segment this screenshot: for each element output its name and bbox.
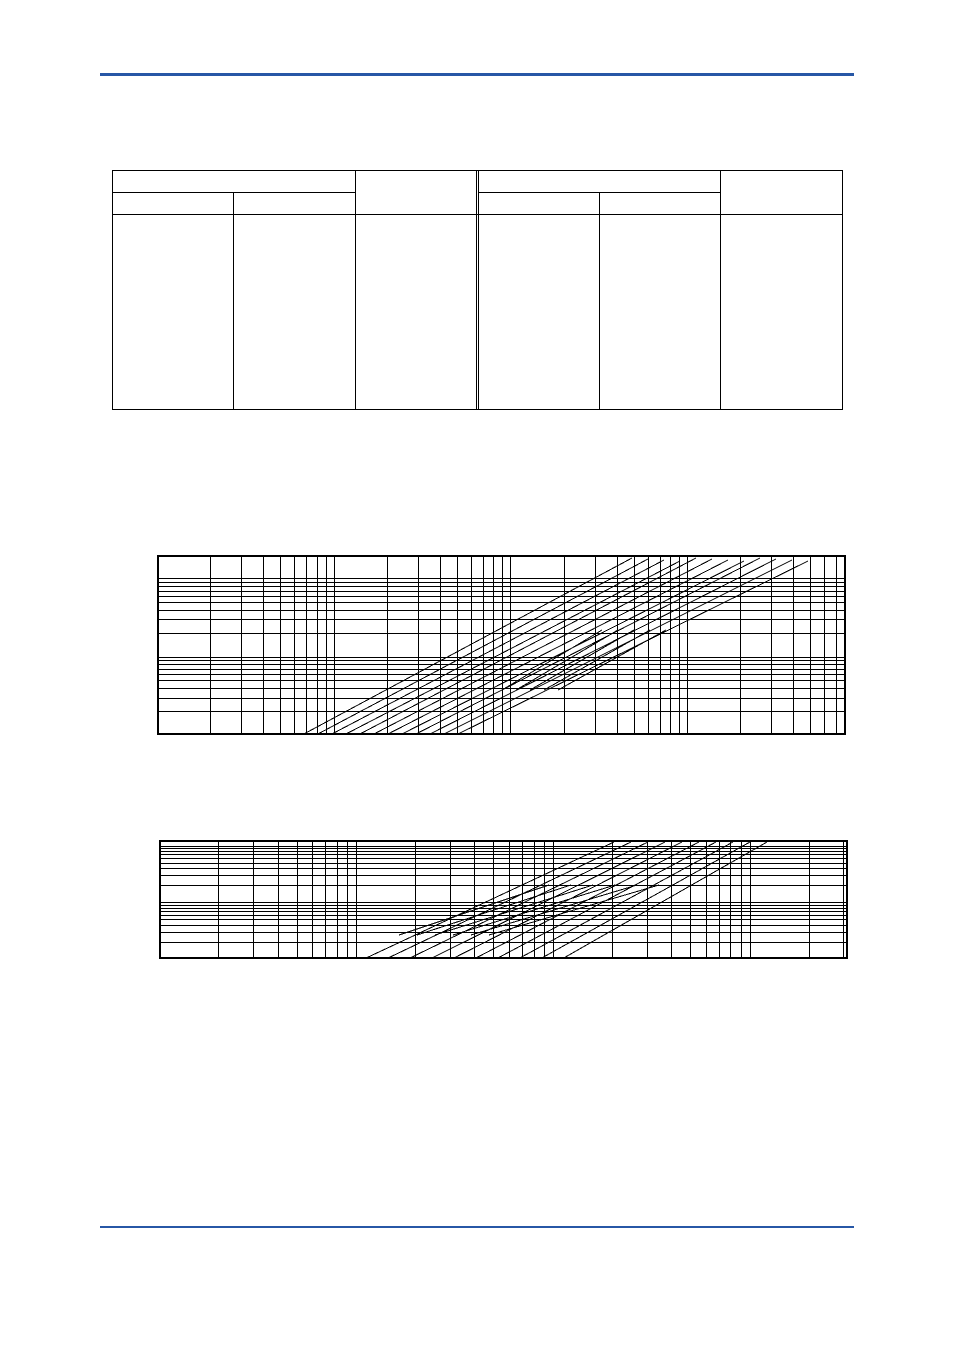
log-chart-lower	[159, 840, 848, 959]
footer-rule	[100, 1226, 854, 1228]
series-line	[456, 561, 808, 735]
series-line	[414, 558, 760, 735]
series-line	[516, 630, 618, 690]
series-line	[518, 842, 733, 959]
log-chart-upper	[157, 555, 846, 735]
series-line	[372, 559, 712, 735]
series-line	[540, 842, 750, 959]
series-line	[430, 842, 665, 959]
series-line	[344, 561, 680, 735]
header-rule	[100, 73, 854, 76]
series-line	[428, 559, 776, 735]
spec-table	[112, 170, 843, 410]
series-line	[399, 885, 549, 935]
series-line	[316, 559, 648, 735]
series-line	[364, 842, 614, 959]
series-line	[358, 558, 696, 735]
series-line	[302, 558, 632, 735]
series-line	[530, 630, 634, 690]
